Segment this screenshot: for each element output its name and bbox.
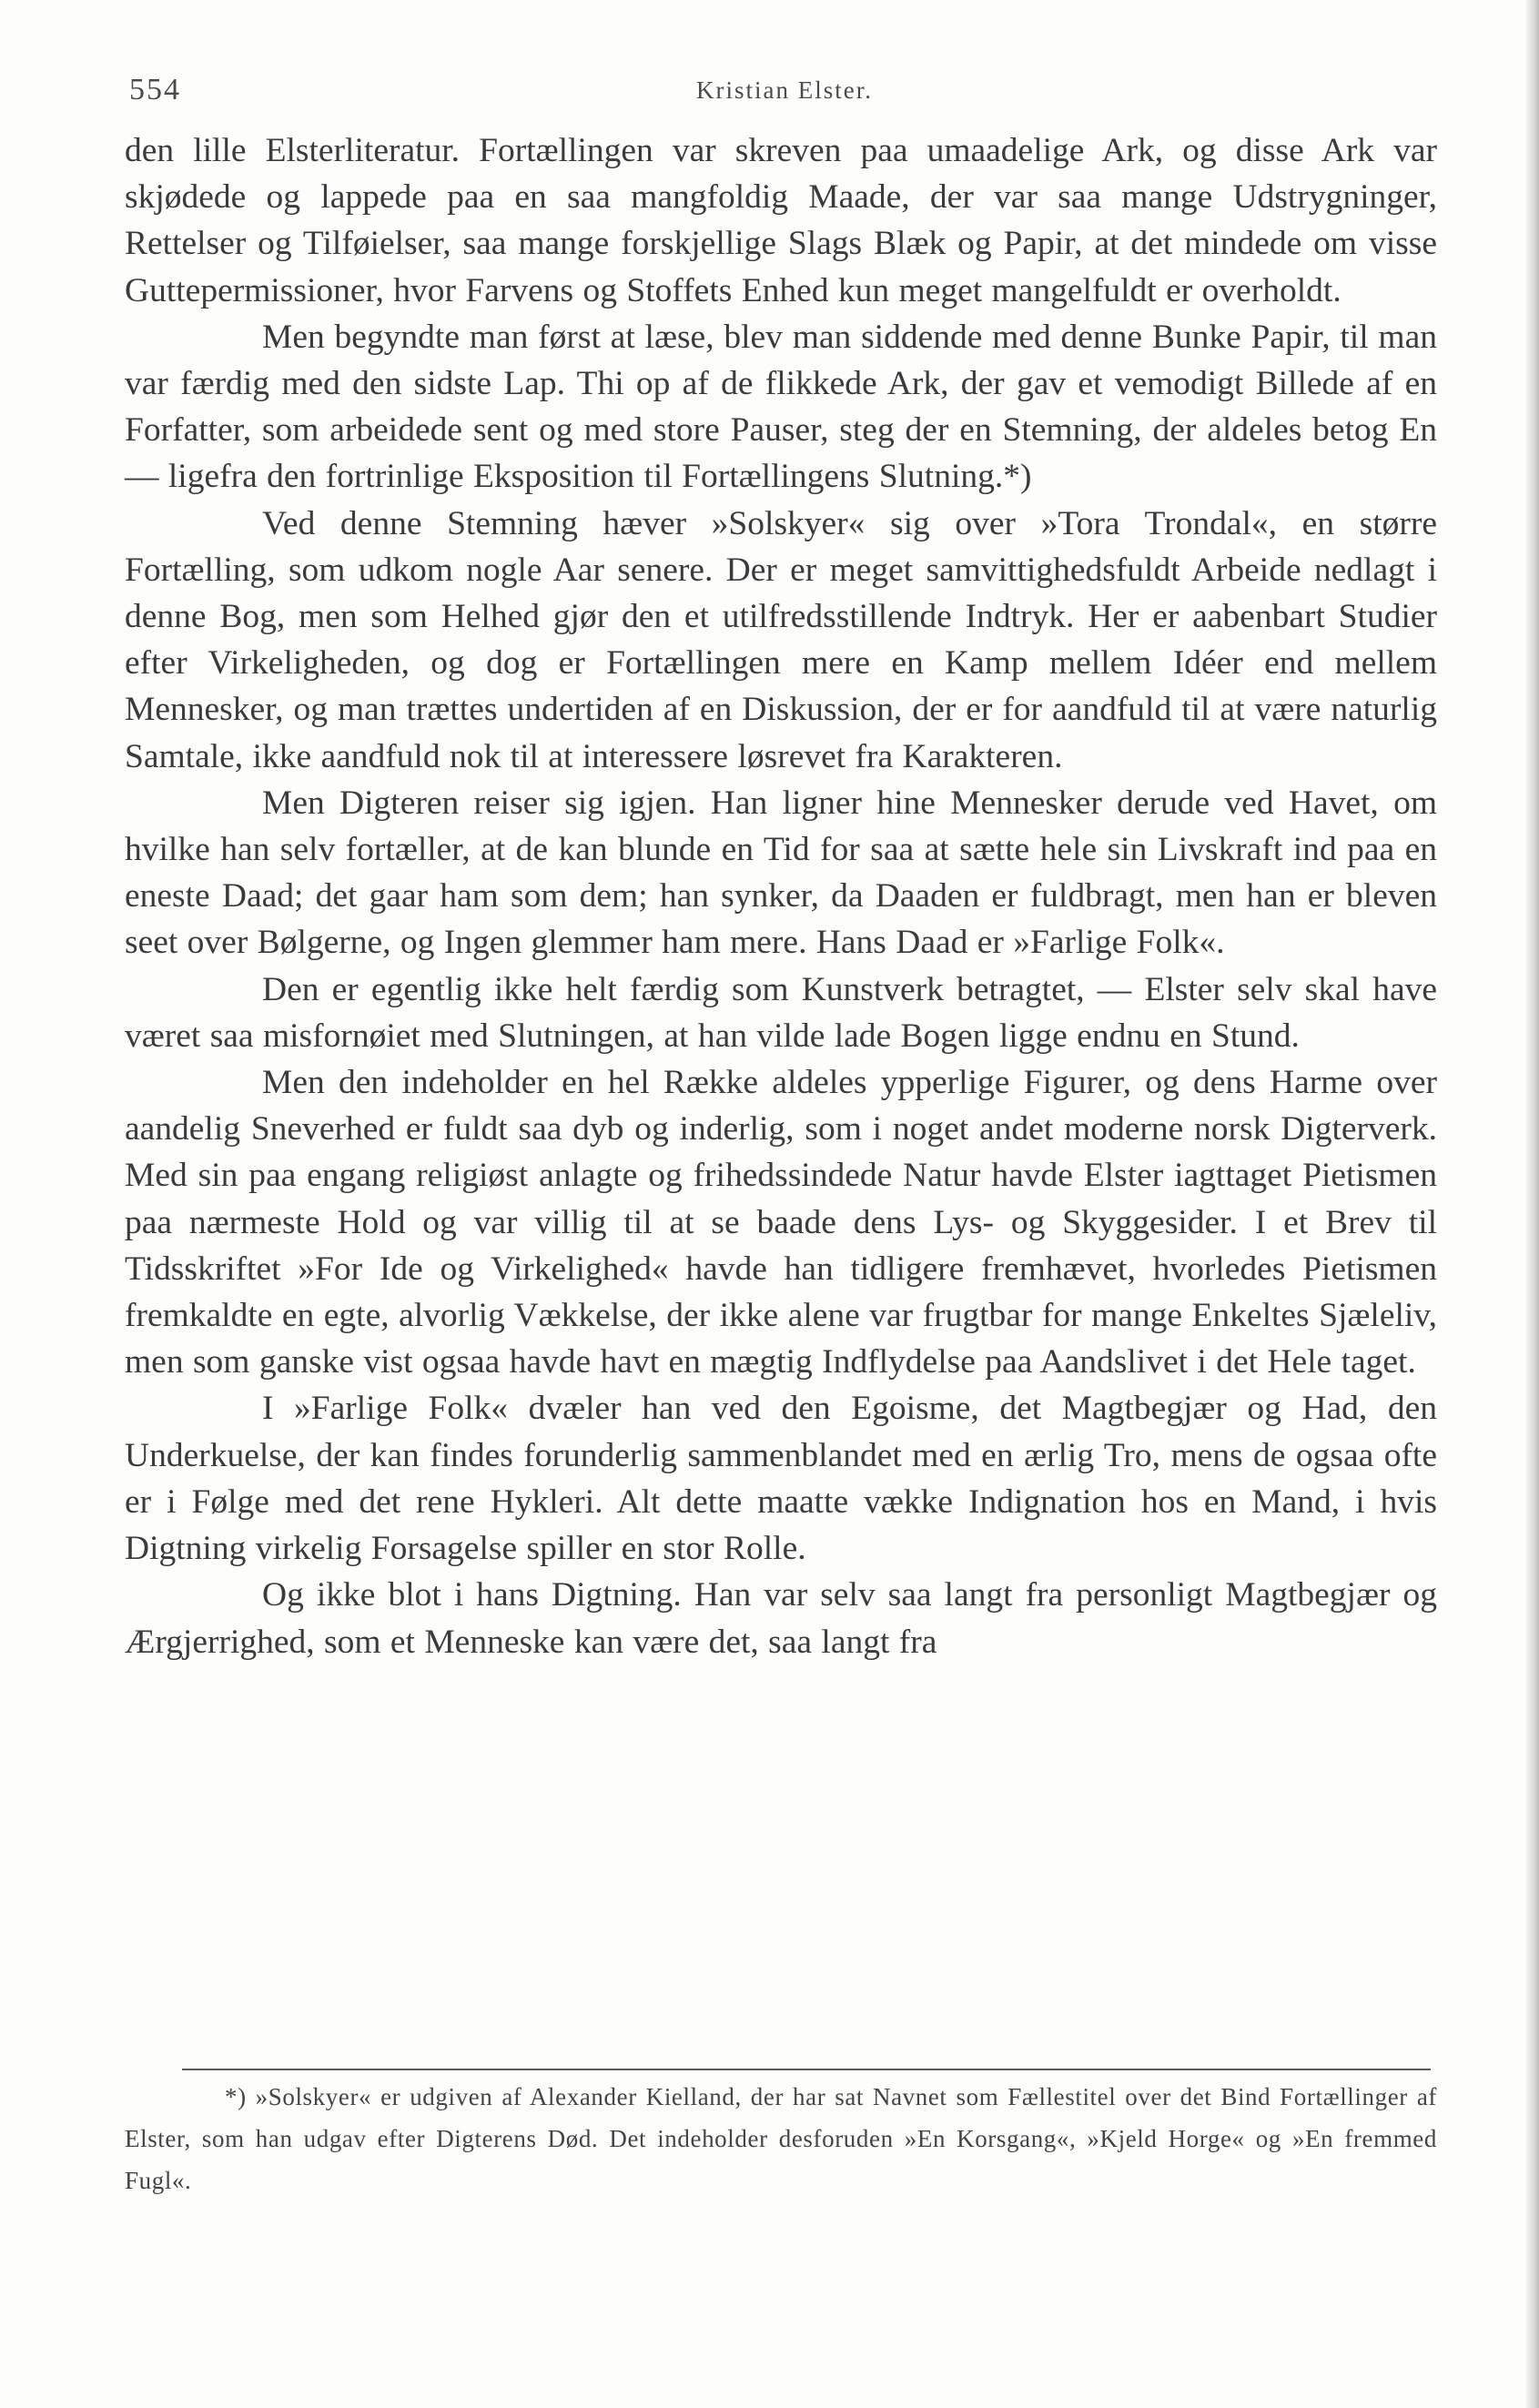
page-edge-shadow [1526,0,1539,2408]
paragraph: Ved denne Stemning hæver »Solskyer« sig over »Tora Trondal«, en større Fortælling, som udkom nogle Aar senere. Der er meget samvittighedsfuldt Arbeide nedlagt i denne Bog, men som Helhed gjør den et utilfredsstillende Indtryk. Her er aabenbart Studier efter Virkeligheden, og dog er Fortællingen mere en Kamp mellem Idéer end mellem Mennesker, og man trættes undertiden af en Diskussion, der er for aandfuld til at være naturlig Samtale, ikke aandfuld nok til at interessere løsrevet fra Karakteren. [125,504,1437,775]
body-text [125,127,1437,1665]
footnote [125,2076,1437,2201]
paragraph: Den er egentlig ikke helt færdig som Kunstverk betragtet, — Elster selv skal have været saa misfornøiet med Slutningen, at han vilde lade Bogen ligge endnu en Stund. [125,970,1437,1055]
paragraph: Men den indeholder en hel Række aldeles ypperlige Figurer, og dens Harme over aandelig Sneverhed er fuldt saa dyb og inderlig, som i noget andet moderne norsk Digterverk. Med sin paa engang religiøst anlagte og frihedssindede Natur havde Elster iagttaget Pietismen paa nærmeste Hold og var villig til at se baade dens Lys- og Skyggesider. I et Brev til Tidsskriftet »For Ide og Virkelighed« havde han tidligere fremhævet, hvorledes Pietismen fremkaldte en egte, alvorlig Vækkelse, der ikke alene var frugtbar for mange Enkeltes Sjæleliv, men som ganske vist ogsaa havde havt en mægtig Indflydelse paa Aandslivet i det Hele taget. [125,1064,1437,1381]
footnote-text: *) »Solskyer« er udgiven af Alexander Kielland, der har sat Navnet som Fællestitel over det Bind Fortællinger af Elster, som han udgav efter Digterens Død. Det indeholder desforuden »En Korsgang«, »Kjeld Horge« og »En fremmed Fugl«. [125,2083,1437,2194]
paragraph: den lille Elsterliteratur. Fortællingen var skreven paa umaadelige Ark, og disse Ark var skjødede og lappede paa en saa mangfoldig Maade, der var saa mange Udstrygninger, Rettelser og Tilføielser, saa mange forskjellige Slags Blæk og Papir, at det mindede om visse Guttepermissioner, hvor Farvens og Stoffets Enhed kun meget mangelfuldt er overholdt. [125,132,1437,309]
running-head: Kristian Elster. [696,76,873,104]
paragraph: Men Digteren reiser sig igjen. Han ligner hine Mennesker derude ved Havet, om hvilke han selv fortæller, at de kan blunde en Tid for saa at sætte hele sin Livskraft ind paa en eneste Daad; det gaar ham som dem; han synker, da Daaden er fuldbragt, men han er bleven seet over Bølgerne, og Ingen glemmer ham mere. Hans Daad er »Farlige Folk«. [125,784,1437,962]
page-number: 554 [129,73,181,106]
paragraph: Men begyndte man først at læse, blev man siddende med denne Bunke Papir, til man var færdig med den sidste Lap. Thi op af de flikkede Ark, der gav et vemodigt Billede af en Forfatter, som arbeidede sent og med store Pauser, steg der en Stemning, der aldeles betog En — ligefra den fortrinlige Eksposition til Fortællingens Slutning.*) [125,318,1437,496]
page-header [129,73,1440,127]
footnote-divider [182,2069,1431,2070]
paragraph: Og ikke blot i hans Digtning. Han var selv saa langt fra personligt Magtbegjær og Ærgjerrighed, som et Menneske kan være det, saa langt fra [125,1576,1437,1661]
paragraph: I »Farlige Folk« dvæler han ved den Egoisme, det Magtbegjær og Had, den Underkuelse, der kan findes forunderlig sammenblandet med en ærlig Tro, mens de ogsaa ofte er i Følge med det rene Hykleri. Alt dette maatte vække Indignation hos en Mand, i hvis Digtning virkelig Forsagelse spiller en stor Rolle. [125,1390,1437,1568]
